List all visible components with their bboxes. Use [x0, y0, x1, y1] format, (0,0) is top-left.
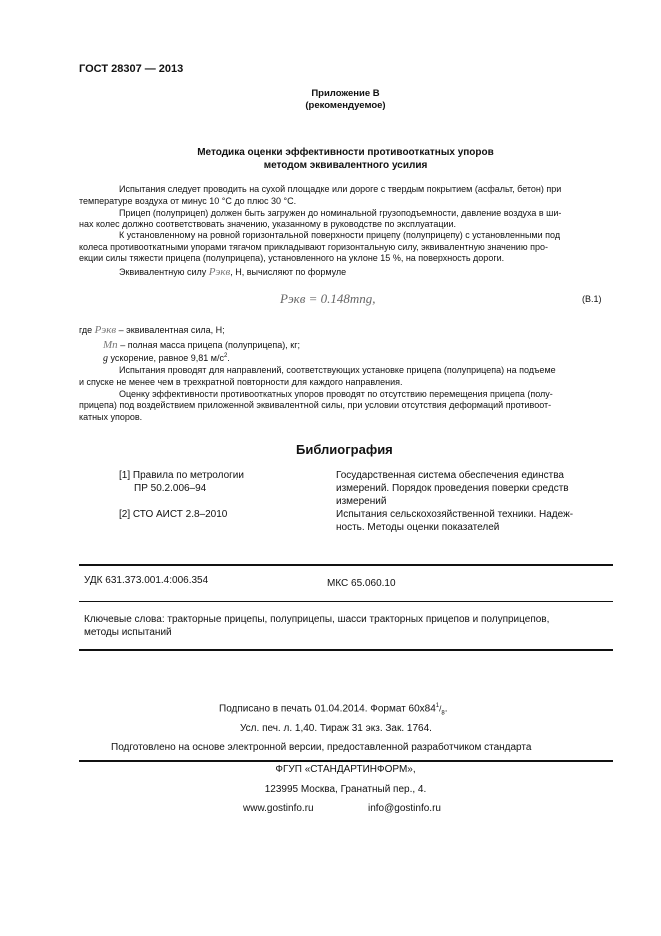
paragraph-3-line-2: колеса противооткатными упорами тягачом прикладывают горизонтальную силу, эквивалентную значению про- [79, 242, 548, 252]
bib-1-right-2: измерений. Порядок проведения поверки средств [336, 483, 569, 494]
where-word: где [79, 325, 93, 335]
paragraph-6-line-3: катных упоров. [79, 412, 143, 422]
formula: Pэкв = 0.148mпg, [280, 291, 376, 306]
symbol-g: g [103, 353, 108, 364]
paragraph-2-line-1: Прицеп (полуприцеп) должен быть загружен до номинальной грузоподъемности, давление воздуха в ши- [119, 208, 562, 218]
bib-1-left-1: [1] Правила по метрологии [119, 470, 244, 481]
where-line-3 [103, 353, 230, 364]
appendix-subtitle: (рекомендуемое) [305, 100, 386, 111]
paragraph-4-post: , Н, вычисляют по формуле [230, 267, 347, 277]
prepared-note: Подготовлено на основе электронной версии, предоставленной разработчиком стандарта [111, 742, 532, 753]
signed-line: Подписано в печать 01.04.2014. Формат $60x84^1/_8$. [219, 703, 448, 717]
standard-number: ГОСТ 28307 — 2013 [79, 63, 184, 75]
rule-middle [79, 601, 613, 602]
superscript-2: 2 [223, 353, 228, 359]
symbol-m-p: Mп [103, 339, 118, 351]
bibliography-title: Библиография [296, 442, 393, 457]
paragraph-6-line-1: Оценку эффективности противооткатных упоров проводят по отсутствию перемещения прицепа (полу- [119, 389, 553, 399]
publisher-website[interactable]: www.gostinfo.ru [243, 803, 314, 814]
appendix-title: Приложение В [311, 88, 380, 99]
udk-code: УДК 631.373.001.4:006.354 [84, 575, 209, 586]
format-numerator: 1 [435, 703, 440, 709]
print-info: Усл. печ. л. 1,40. Тираж 31 экз. Зак. 1764. [240, 723, 432, 734]
paragraph-3-line-1: К установленному на ровной горизонтальной поверхности прицепу (полуприцепу) с установленными под [119, 230, 561, 240]
where-end: . [227, 353, 230, 363]
format-denominator: 8 [441, 710, 445, 717]
method-title-line1: Методика оценки эффективности противооткатных упоров [197, 147, 494, 158]
where-definition-1: – эквивалентная сила, Н; [118, 325, 225, 335]
where-definition-3: ускорение, равное 9,81 м/с [110, 353, 224, 363]
publisher-address: 123995 Москва, Гранатный пер., 4. [264, 784, 427, 795]
formula-number: (В.1) [582, 294, 602, 304]
symbol-p-ekv-where: Pэкв [94, 324, 117, 336]
paragraph-3-line-3: екции силы тяжести прицепа (полуприцепа), установленного на уклоне 15 %, на поверхность дороги. [79, 253, 505, 263]
bib-1-right-1: Государственная система обеспечения единства [336, 470, 564, 481]
rule-bottom [79, 649, 613, 651]
keywords-line-2: методы испытаний [84, 627, 172, 638]
where-definition-2: – полная масса прицепа (полуприцепа), кг; [120, 340, 301, 350]
bib-1-right-3: измерений [336, 496, 387, 507]
bib-2-left-1: [2] СТО АИСТ 2.8–2010 [119, 509, 228, 520]
paragraph-1-line-2: температуре воздуха от минус 10 °С до плюс 30 °С. [79, 196, 297, 206]
signed-end: . [444, 703, 448, 715]
paragraph-4-pre: Эквивалентную силу [119, 267, 207, 277]
bib-2-right-1: Испытания сельскохозяйственной техники. Надеж- [336, 509, 574, 520]
where-line-1 [79, 324, 225, 336]
bib-2-right-2: ность. Методы оценки показателей [336, 522, 500, 533]
rule-top [79, 564, 613, 566]
publisher-org: ФГУП «СТАНДАРТИНФОРМ», [275, 764, 416, 775]
signed-text: Подписано в печать 01.04.2014. Формат 60x84 [219, 703, 436, 715]
paragraph-1-line-1: Испытания следует проводить на сухой площадке или дороге с твердым покрытием (асфальт, бетон) при [119, 184, 562, 194]
paragraph-5-line-2: и спуске не менее чем в трехкратной повторности для каждого направления. [79, 377, 403, 387]
symbol-p-ekv: Pэкв [208, 266, 231, 278]
paragraph-6-line-2: прицепа) под воздействием приложенной эквивалентной силы, при условии отсутствия деформаций противоот- [79, 400, 552, 410]
paragraph-5-line-1: Испытания проводят для направлений, соответствующих установке прицепа (полуприцепа) на подъеме [119, 365, 556, 375]
where-line-2 [103, 339, 300, 351]
method-title-line2: методом эквивалентного усилия [263, 160, 428, 171]
mks-code: МКС 65.060.10 [327, 578, 396, 589]
keywords-line-1: Ключевые слова: тракторные прицепы, полуприцепы, шасси тракторных прицепов и полуприцепов, [84, 614, 550, 625]
rule-imprint [79, 760, 613, 762]
publisher-email[interactable]: info@gostinfo.ru [368, 803, 441, 814]
paragraph-4 [119, 266, 346, 278]
bib-1-left-2: ПР 50.2.006–94 [134, 483, 207, 494]
paragraph-2-line-2: нах колес должно соответствовать значению, указанному в руководстве по эксплуатации. [79, 219, 457, 229]
